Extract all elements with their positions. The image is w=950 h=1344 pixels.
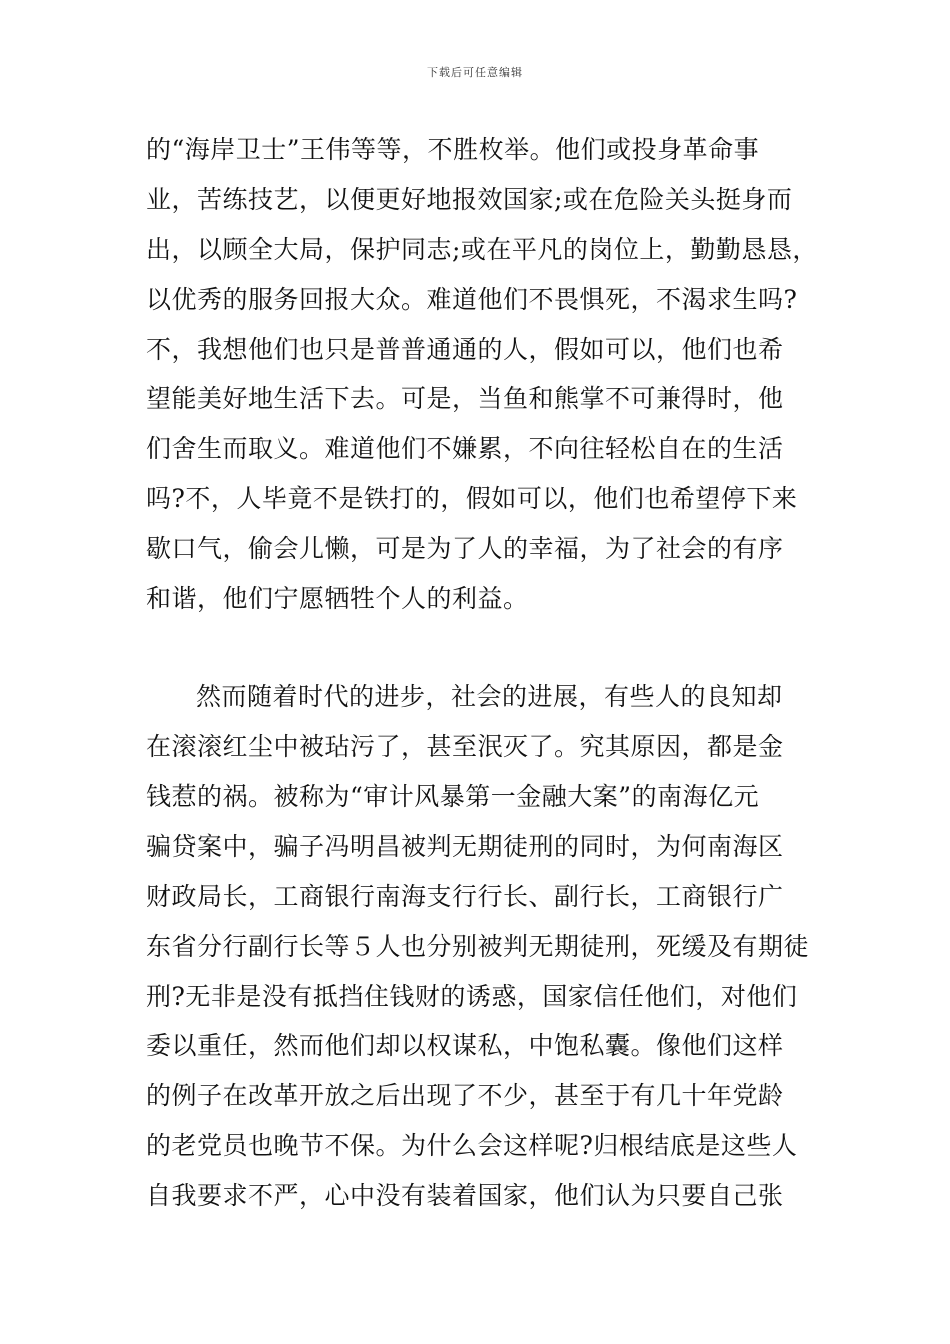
text-line: 业，苦练技艺，以便更好地报效国家;或在危险关头挺身而 [146,185,793,214]
text-line: 吗?不，人毕竟不是铁打的，假如可以，他们也希望停下来 [146,484,798,513]
text-line: 自我要求不严，心中没有装着国家，他们认为只要自己张 [146,1181,784,1210]
text-line: 钱惹的祸。被称为“审计风暴第一金融大案”的南海亿元 [146,782,760,811]
text-line: 然而随着时代的进步，社会的进展，有些人的良知却 [196,682,783,711]
text-line: 的例子在改革开放之后出现了不少，甚至于有几十年党龄 [146,1081,784,1110]
text-line: 歇口气，偷会儿懒，可是为了人的幸福，为了社会的有序 [146,534,784,563]
text-line: 出，以顾全大局，保护同志;或在平凡的岗位上，勤勤恳恳， [146,235,818,264]
text-line: 们舍生而取义。难道他们不嫌累，不向往轻松自在的生活 [146,434,784,463]
text-line: 东省分行副行长等５人也分别被判无期徒刑，死缓及有期徒 [146,932,810,961]
text-line: 财政局长，工商银行南海支行行长、副行长，工商银行广 [146,882,784,911]
text-line: 不，我想他们也只是普普通通的人，假如可以，他们也希 [146,335,784,364]
text-line: 望能美好地生活下去。可是，当鱼和熊掌不可兼得时，他 [146,384,784,413]
page-header: 下载后可任意编辑 [427,66,523,79]
text-line: 的“海岸卫士”王伟等等，不胜枚举。他们或投身革命事 [146,135,760,164]
text-line: 和谐，他们宁愿牺牲个人的利益。 [146,584,529,613]
text-line: 以优秀的服务回报大众。难道他们不畏惧死，不渴求生吗? [146,285,798,314]
text-line: 在滚滚红尘中被玷污了，甚至泯灭了。究其原因，都是金 [146,732,784,761]
text-line: 骗贷案中，骗子冯明昌被判无期徒刑的同时，为何南海区 [146,832,784,861]
text-line: 的老党员也晚节不保。为什么会这样呢?归根结底是这些人 [146,1131,798,1160]
text-line: 刑?无非是没有抵挡住钱财的诱惑，国家信任他们，对他们 [146,982,798,1011]
text-line: 委以重任，然而他们却以权谋私，中饱私囊。像他们这样 [146,1031,784,1060]
